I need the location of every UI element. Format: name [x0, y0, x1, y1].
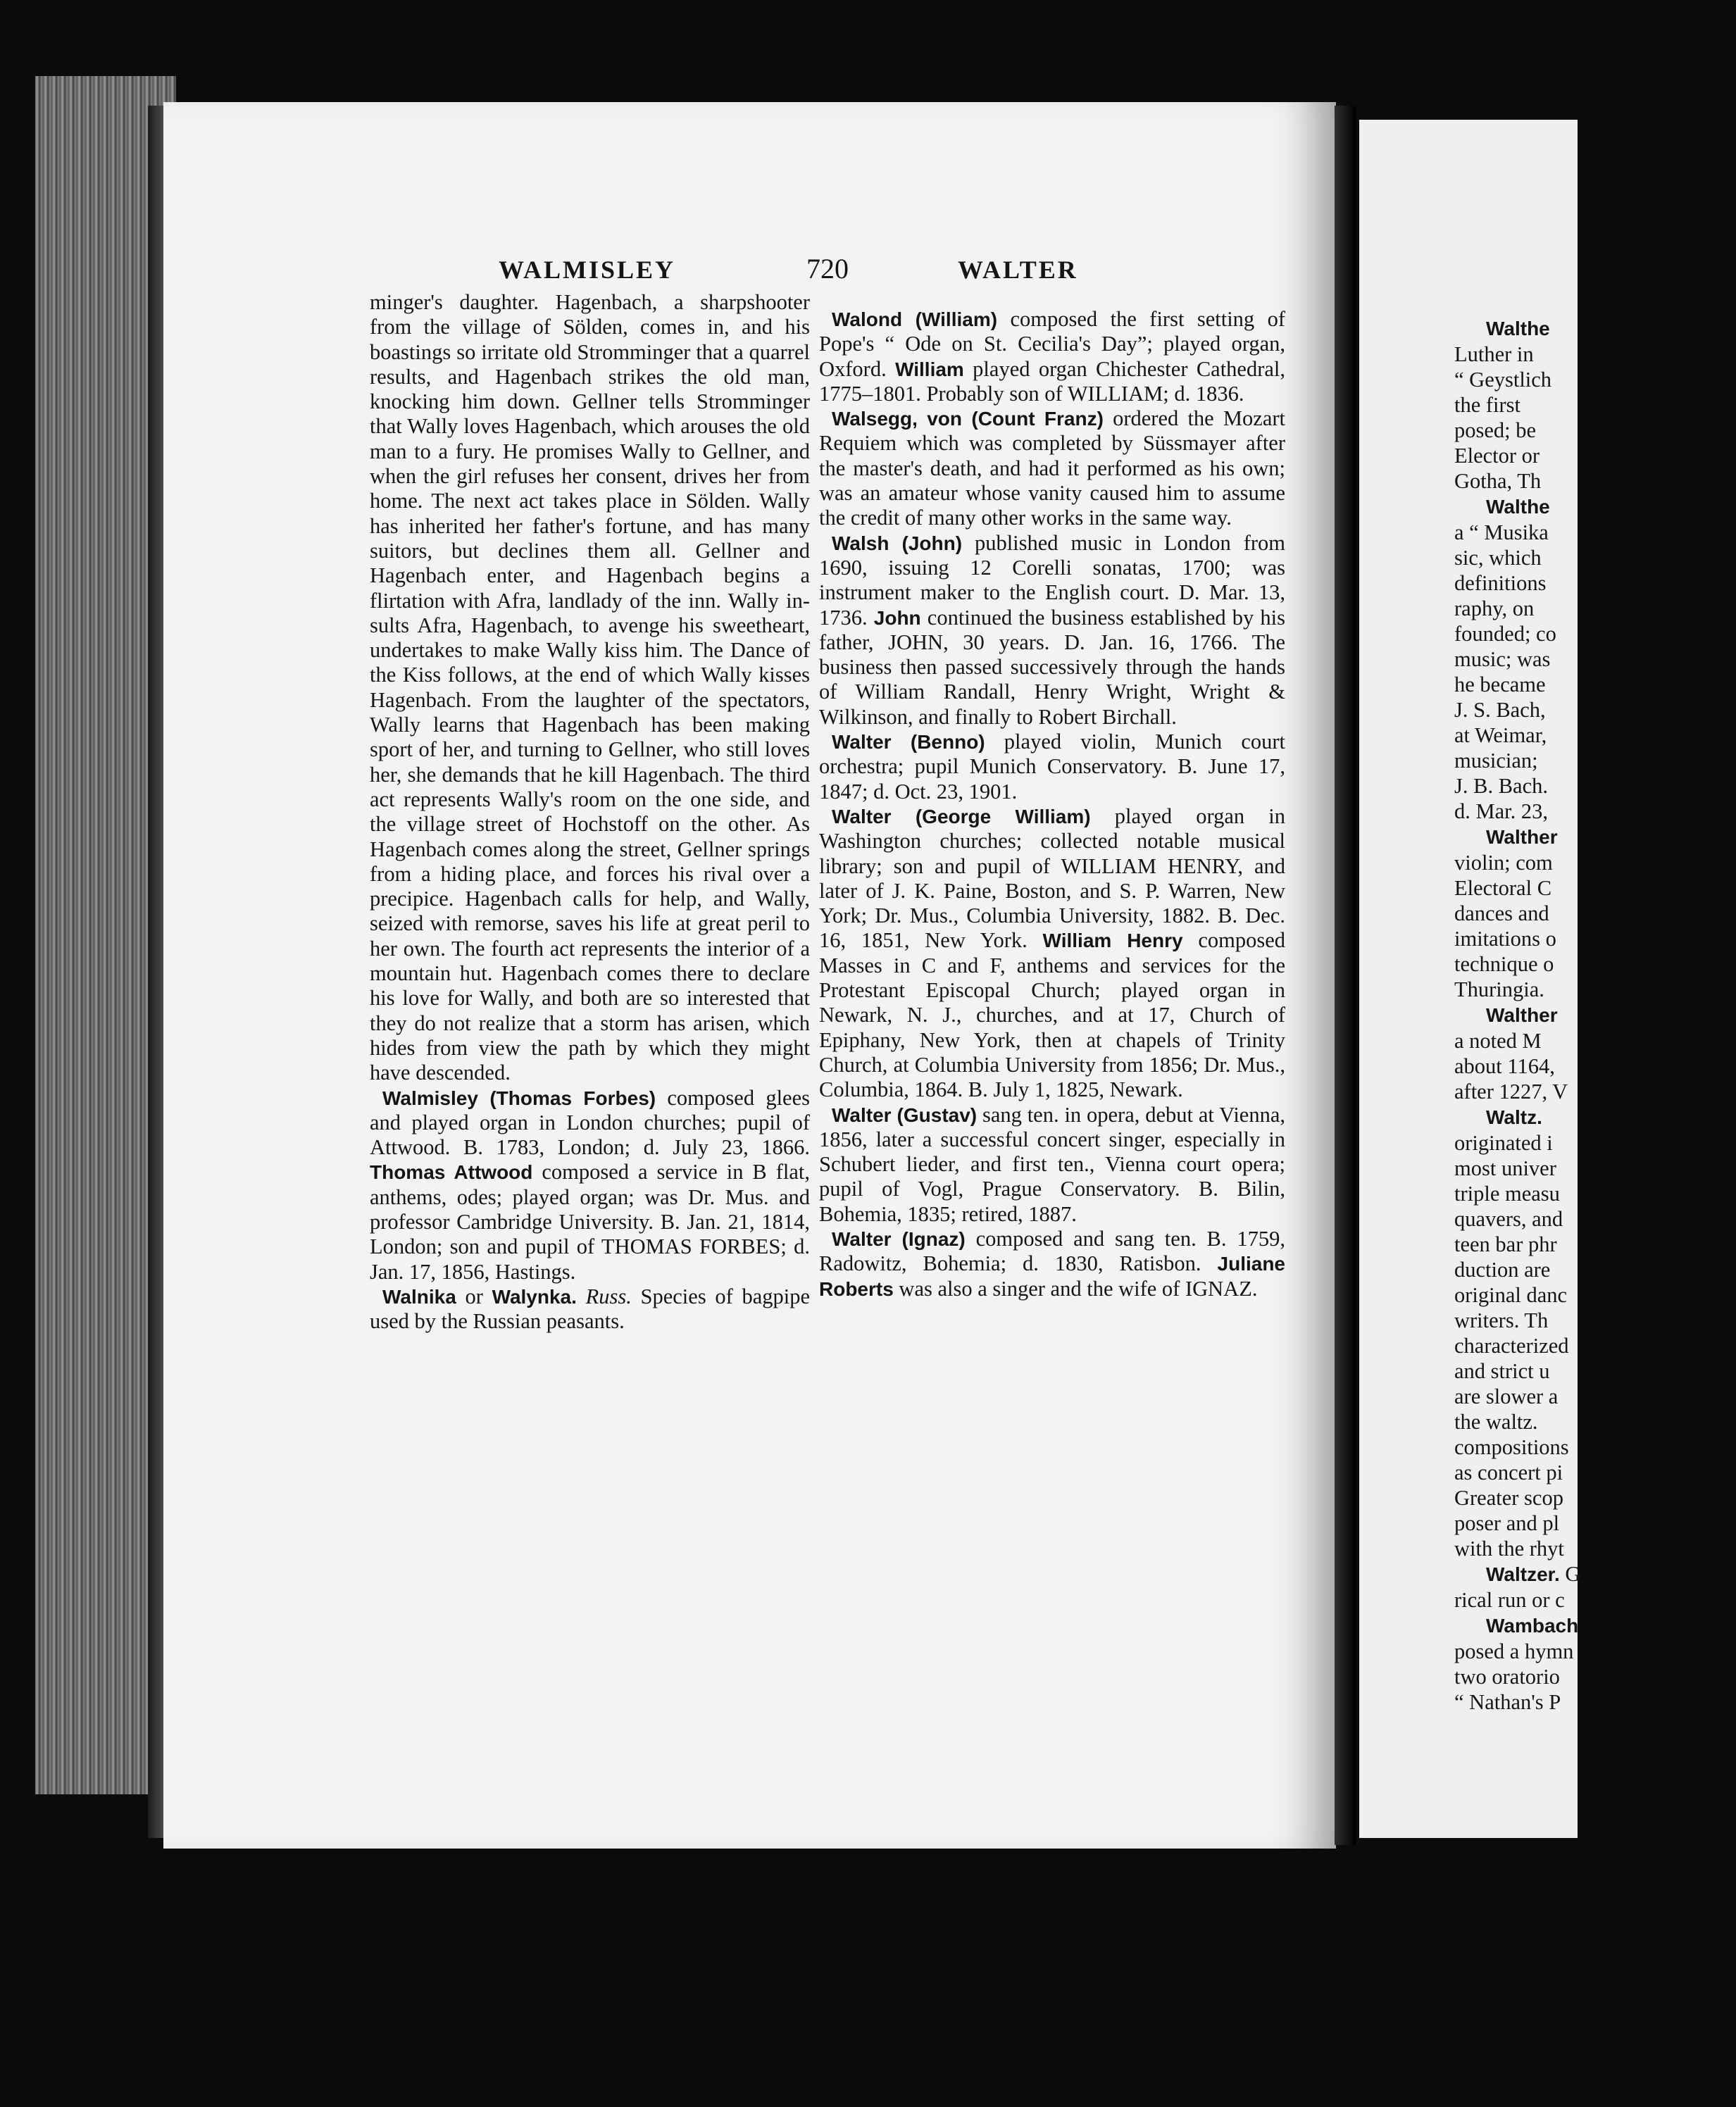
- next-page-line: [1454, 1434, 1736, 1460]
- next-page-text: definitions: [1454, 571, 1547, 595]
- entry-walter-george-william: Walter (George William) played organ in Washington churches; collected notable musical library; son and pupil of WILLIAM HENRY, and later of J. K. Paine, Boston, and S. P. Warren, New York; Dr. Mus., Columbia University, 1882. B. Dec. 16, 1851, New York. William Henry composed Masses in C and F, anthems and services for the Protestant Episcopal Church; played organ in Newark, N. J., churches, and at 17, Church of Epiphany, New York, then at chapels of Trinity Church, at Columbia University from 1856; Dr. Mus., Columbia, 1864. B. July 1, 1825, Newark.: [819, 804, 1286, 1102]
- next-page-text: original danc: [1454, 1283, 1568, 1307]
- next-page-line: [1454, 468, 1736, 494]
- left-text-column: [370, 290, 810, 1334]
- next-page-line: [1454, 418, 1736, 443]
- next-page-text: duction are: [1454, 1258, 1551, 1282]
- next-page-line: [1454, 1333, 1736, 1358]
- entry-headword: Walond (William): [832, 308, 998, 330]
- next-page-line: [1454, 723, 1736, 748]
- next-page-line: [1454, 773, 1736, 799]
- next-page-line: [1454, 1282, 1736, 1308]
- next-page-headword: Waltz.: [1486, 1106, 1542, 1128]
- next-page-text: rical run or c: [1454, 1588, 1565, 1612]
- next-page-line: [1454, 1358, 1736, 1384]
- entry-headword: Walter (Benno): [832, 731, 985, 754]
- entry-walond: Walond (William) composed the first setting of Pope's “ Ode on St. Cecilia's Day”; played organ, Oxford. William played organ Chichester Cathedral, 1775–1801. Probably son of WILLIAM; d. 1836.: [819, 307, 1286, 406]
- right-text-column: [819, 307, 1285, 1301]
- next-page-line: [1454, 1104, 1736, 1130]
- running-head-left: WALMISLEY: [499, 256, 676, 284]
- next-page-headword: Waltzer.: [1486, 1563, 1560, 1585]
- entry-walter-benno: Walter (Benno) played violin, Munich court orchestra; pupil Munich Conservatory. B. June 17, 1847; d. Oct. 23, 1901.: [819, 730, 1285, 804]
- next-page-line: [1454, 1028, 1736, 1054]
- next-page-line: [1454, 621, 1736, 646]
- next-page-text: a “ Musika: [1454, 520, 1549, 544]
- next-page-text: the waltz.: [1454, 1410, 1538, 1434]
- next-page-text: writers. Th: [1454, 1308, 1549, 1332]
- next-page-line: [1454, 646, 1736, 672]
- entry-subheadword: William Henry: [1042, 930, 1183, 952]
- next-page-text: J. S. Bach,: [1454, 698, 1546, 722]
- next-page-text: d. Mar. 23,: [1454, 799, 1549, 823]
- next-page-line: [1454, 748, 1736, 773]
- entry-headword: Walsh (John): [832, 532, 963, 554]
- next-page-line: [1454, 1308, 1736, 1333]
- next-page-line: [1454, 824, 1736, 850]
- entry-walter-ignaz: Walter (Ignaz) composed and sang ten. B. 1759, Radowitz, Bohemia; d. 1830, Ratisbon. Juliane Roberts was also a singer and the wife of IGNAZ.: [819, 1226, 1286, 1301]
- next-page-text: after 1227, V: [1454, 1080, 1568, 1103]
- next-page-text: as concert pi: [1454, 1461, 1563, 1484]
- next-page-line: [1454, 1206, 1736, 1232]
- next-page-text: “ Geystlich: [1454, 368, 1552, 392]
- next-page-line: [1454, 1156, 1736, 1181]
- entry-headword: Walsegg, von (Count Franz): [832, 408, 1104, 430]
- next-page-line: [1454, 392, 1736, 418]
- next-page-line: [1454, 1384, 1736, 1409]
- next-page-line: [1454, 443, 1736, 468]
- next-page-line: [1454, 799, 1736, 824]
- next-page-text: dances and: [1454, 901, 1549, 925]
- next-page-text: characterized: [1454, 1334, 1569, 1358]
- language-abbreviation: Russ.: [576, 1284, 632, 1308]
- next-page-line: [1454, 1587, 1736, 1613]
- next-page-text: a noted M: [1454, 1029, 1542, 1053]
- next-page-text: musician;: [1454, 749, 1538, 773]
- next-page-text: founded; co: [1454, 622, 1556, 646]
- next-page-text: most univer: [1454, 1156, 1556, 1180]
- next-page-line: [1454, 1181, 1736, 1206]
- next-page-line: [1454, 1511, 1736, 1536]
- entry-headword: Walnika: [382, 1285, 456, 1308]
- next-page-line: [1454, 697, 1736, 723]
- next-page-text: violin; com: [1454, 851, 1553, 875]
- next-page-line: [1454, 315, 1736, 342]
- next-page-text: music; was: [1454, 647, 1551, 671]
- next-page-text: Electoral C: [1454, 876, 1552, 900]
- next-page-line: [1454, 1002, 1736, 1028]
- next-page-line: [1454, 1639, 1736, 1664]
- next-page-headword: Walthe: [1486, 496, 1550, 518]
- next-page-text: posed a hymn: [1454, 1639, 1574, 1663]
- next-page-line: [1454, 850, 1736, 875]
- next-page-line: [1454, 1613, 1736, 1639]
- entry-headword: Walmisley (Thomas Forbes): [382, 1087, 656, 1109]
- next-page-headword: Wambach: [1486, 1615, 1579, 1637]
- next-page-line: [1454, 1257, 1736, 1282]
- entry-walmisley: Walmisley (Thomas Forbes) composed glees and played organ in London churches; pupil of Attwood. B. 1783, London; d. July 23, 1866. Thomas Attwood composed a service in B flat, anthems, odes; played organ; was Dr. Mus. and professor Cambridge University. B. Jan. 21, 1814, London; son and pupil of THOMAS FORBES; d. Jan. 17, 1856, Hastings.: [370, 1085, 810, 1284]
- next-page-line: [1454, 342, 1736, 367]
- next-page-line: [1454, 1689, 1736, 1715]
- entry-subheadword: John: [873, 606, 921, 629]
- next-page-text: are slower a: [1454, 1384, 1559, 1408]
- entry-headword-alt: Walynka.: [492, 1285, 577, 1308]
- next-page-text: quavers, and: [1454, 1207, 1563, 1231]
- next-page-text: posed; be: [1454, 418, 1537, 442]
- next-page-text: sic, which: [1454, 546, 1542, 570]
- next-page-text: Greater scop: [1454, 1486, 1563, 1510]
- next-page-text: raphy, on: [1454, 596, 1535, 620]
- entry-walnika: Walnika or Walynka. Russ. Species of bagpipe used by the Russian peasants.: [370, 1284, 811, 1334]
- next-page-line: [1454, 1664, 1736, 1689]
- next-page-line: [1454, 1130, 1736, 1156]
- next-page-text: Gotha, Th: [1454, 469, 1542, 493]
- next-page-line: [1454, 545, 1736, 570]
- next-page-line: [1454, 520, 1736, 545]
- next-page-text: J. B. Bach.: [1454, 774, 1549, 798]
- next-page-text: Luther in: [1454, 342, 1534, 366]
- next-page-line: [1454, 1561, 1736, 1587]
- entry-subheadword: Juliane Roberts: [819, 1253, 1285, 1300]
- next-page-line: [1454, 1485, 1736, 1511]
- page-number: 720: [806, 253, 849, 285]
- continuation-paragraph: minger's daughter. Hagenbach, a sharpshooter from the village of Sölden, comes in, and his boastings so irritate old Stromminger that a quarrel results, and Hagenbach strikes the old man, knocking him down. Gellner tells Stromminger that Wally loves Hagenbach, which arouses the old man to a fury. He promises Wally to Gellner, and when the girl refuses her consent, drives her from home. The next act takes place in Sölden. Wally has inherited her father's fortune, and has many suitors, but declines them all. Gellner and Hagenbach enter, and Hagenbach begins a flirtation with Afra, landlady of the inn. Wally insults Afra, Hagenbach, to avenge his sweetheart, undertakes to make Wally kiss him. The Dance of the Kiss follows, at the end of which Wally kisses Hagenbach. From the laughter of the spectators, Wally learns that Hagenbach has been making sport of her, and turning to Gellner, who still loves her, she demands that he kill Hagenbach. The third act represents Wally's room on the one side, and the village street of Hochstoff on the other. As Hagenbach comes along the street, Gellner springs from a hiding place, and forces his rival over a precipice. Hagenbach calls for help, and Wally, seized with remorse, saves his life at great peril to her own. The fourth act represents the interior of a mountain hut. Hagenbach comes there to declare his love for Wally, and both are so interested that they do not realize that a storm has arisen, which hides from view the path by which they might have descended.: [370, 290, 810, 1085]
- next-page-line: [1454, 1079, 1736, 1104]
- next-page-text: triple measu: [1454, 1182, 1560, 1206]
- next-page-line: [1454, 951, 1736, 977]
- entry-headword: Walter (George William): [832, 805, 1091, 827]
- next-page-text: Thuringia.: [1454, 977, 1544, 1001]
- next-page-line: [1454, 596, 1736, 621]
- next-page-line: [1454, 570, 1736, 596]
- next-page-line: [1454, 1232, 1736, 1257]
- next-page-line: [1454, 875, 1736, 901]
- next-page-text: teen bar phr: [1454, 1232, 1557, 1256]
- next-page-headword: Walthe: [1486, 318, 1550, 339]
- next-page-text: poser and pl: [1454, 1511, 1560, 1535]
- next-page-line: [1454, 1460, 1736, 1485]
- next-page-text: he became: [1454, 673, 1546, 696]
- book-gutter: [1335, 106, 1356, 1845]
- entry-walter-gustav: Walter (Gustav) sang ten. in opera, debut at Vienna, 1856, later a successful concert singer, especially in Schubert lieder, and first ten., Vienna court opera; pupil of Vogl, Prague Conservatory. B. Bilin, Bohemia, 1835; retired, 1887.: [819, 1102, 1285, 1226]
- next-page-text: with the rhyt: [1454, 1537, 1564, 1561]
- next-page-text: the first: [1454, 393, 1521, 417]
- next-page-text: two oratorio: [1454, 1665, 1560, 1689]
- next-page-text: and strict u: [1454, 1359, 1550, 1383]
- entry-headword: Walter (Gustav): [832, 1103, 978, 1126]
- next-page-line: [1454, 1054, 1736, 1079]
- next-page-line: [1454, 1536, 1736, 1561]
- entry-walsh: Walsh (John) published music in London from 1690, issuing 12 Corelli sonatas, 1700; was instrument maker to the English court. D. Mar. 13, 1736. John continued the business established by his father, JOHN, 30 years. D. Jan. 16, 1766. The business then passed successively through the hands of William Randall, Henry Wright, Wright & Wilkinson, and finally to Robert Birchall.: [819, 530, 1285, 729]
- next-page-text: G: [1559, 1562, 1581, 1586]
- next-page-text: Elector or: [1454, 444, 1540, 468]
- next-page-text: originated i: [1454, 1131, 1553, 1155]
- next-page-line: [1454, 1409, 1736, 1434]
- next-page-headword: Walther: [1486, 826, 1558, 848]
- entry-subheadword: William: [895, 358, 964, 380]
- next-page-line: [1454, 926, 1736, 951]
- next-page-line: [1454, 672, 1736, 697]
- entry-subheadword: Thomas Attwood: [370, 1161, 533, 1184]
- next-page-text: about 1164,: [1454, 1054, 1555, 1078]
- next-page-text-fragment: [1454, 315, 1736, 1715]
- next-page-text: technique o: [1454, 952, 1554, 976]
- entry-walsegg: Walsegg, von (Count Franz) ordered the Mozart Requiem which was completed by Süssmayer after the master's death, and had it performed as his own; was an amateur whose vanity caused him to assume the credit of many other works in the same way.: [819, 406, 1285, 530]
- next-page-headword: Walther: [1486, 1004, 1558, 1026]
- next-page-text: compositions: [1454, 1435, 1569, 1459]
- next-page-text: “ Nathan's P: [1454, 1690, 1561, 1714]
- next-page-text: at Weimar,: [1454, 723, 1547, 747]
- next-page-line: [1454, 367, 1736, 392]
- running-head-right: WALTER: [958, 256, 1078, 284]
- next-page-line: [1454, 901, 1736, 926]
- next-page-line: [1454, 977, 1736, 1002]
- next-page-text: imitations o: [1454, 927, 1556, 951]
- next-page-line: [1454, 494, 1736, 520]
- entry-headword: Walter (Ignaz): [832, 1227, 966, 1250]
